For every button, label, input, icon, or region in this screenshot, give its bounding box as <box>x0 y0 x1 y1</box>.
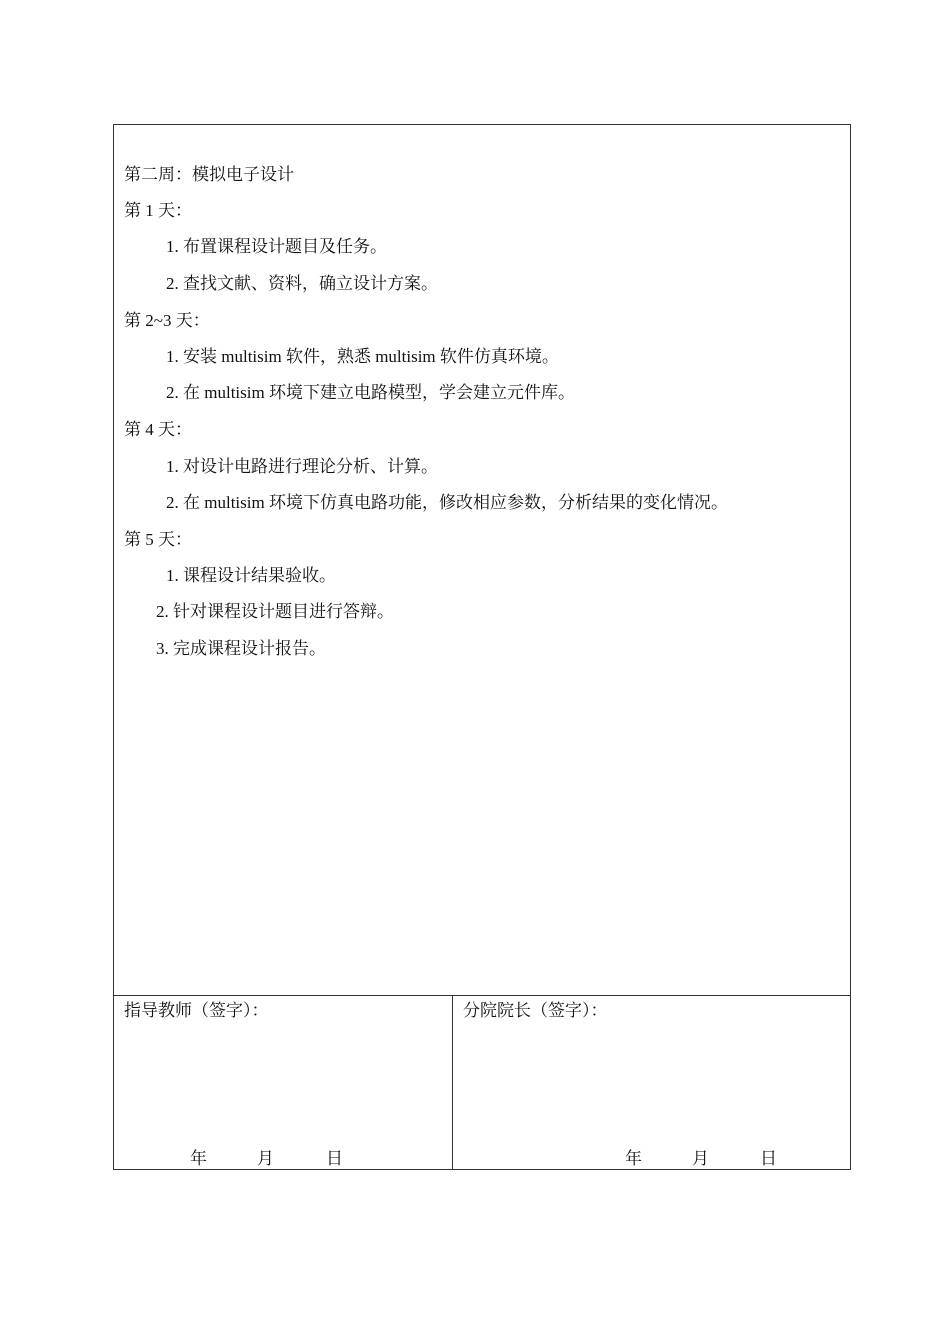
day-5-item: 1. 课程设计结果验收。 <box>166 566 336 585</box>
week-title: 第二周：模拟电子设计 <box>124 165 294 184</box>
schedule-section <box>114 125 850 996</box>
day-5-label: 第 5 天： <box>124 530 192 549</box>
advisor-signature-cell <box>114 996 453 1169</box>
advisor-date-day: 日 <box>326 1149 343 1168</box>
day-4-item: 2. 在 multisim 环境下仿真电路功能，修改相应参数，分析结果的变化情况。 <box>166 493 728 512</box>
day-2-3-label: 第 2~3 天： <box>124 311 210 330</box>
day-4-item: 1. 对设计电路进行理论分析、计算。 <box>166 457 438 476</box>
day-2-3-item: 2. 在 multisim 环境下建立电路模型，学会建立元件库。 <box>166 383 575 402</box>
day-1-item: 2. 查找文献、资料，确立设计方案。 <box>166 274 438 293</box>
dean-date-day: 日 <box>760 1149 777 1168</box>
dean-date-month: 月 <box>692 1149 709 1168</box>
advisor-date-year: 年 <box>190 1149 207 1168</box>
form-table <box>113 124 851 1170</box>
day-2-3-item: 1. 安装 multisim 软件，熟悉 multisim 软件仿真环境。 <box>166 347 559 366</box>
advisor-date-month: 月 <box>257 1149 274 1168</box>
day-5-item: 2. 针对课程设计题目进行答辩。 <box>156 602 394 621</box>
day-1-label: 第 1 天： <box>124 201 192 220</box>
dean-signature-cell <box>453 996 850 1169</box>
day-1-item: 1. 布置课程设计题目及任务。 <box>166 237 387 256</box>
day-5-item: 3. 完成课程设计报告。 <box>156 639 326 658</box>
dean-signature-label: 分院院长（签字）： <box>463 1001 608 1020</box>
dean-date-year: 年 <box>625 1149 642 1168</box>
advisor-signature-label: 指导教师（签字）： <box>124 1001 269 1020</box>
day-4-label: 第 4 天： <box>124 420 192 439</box>
